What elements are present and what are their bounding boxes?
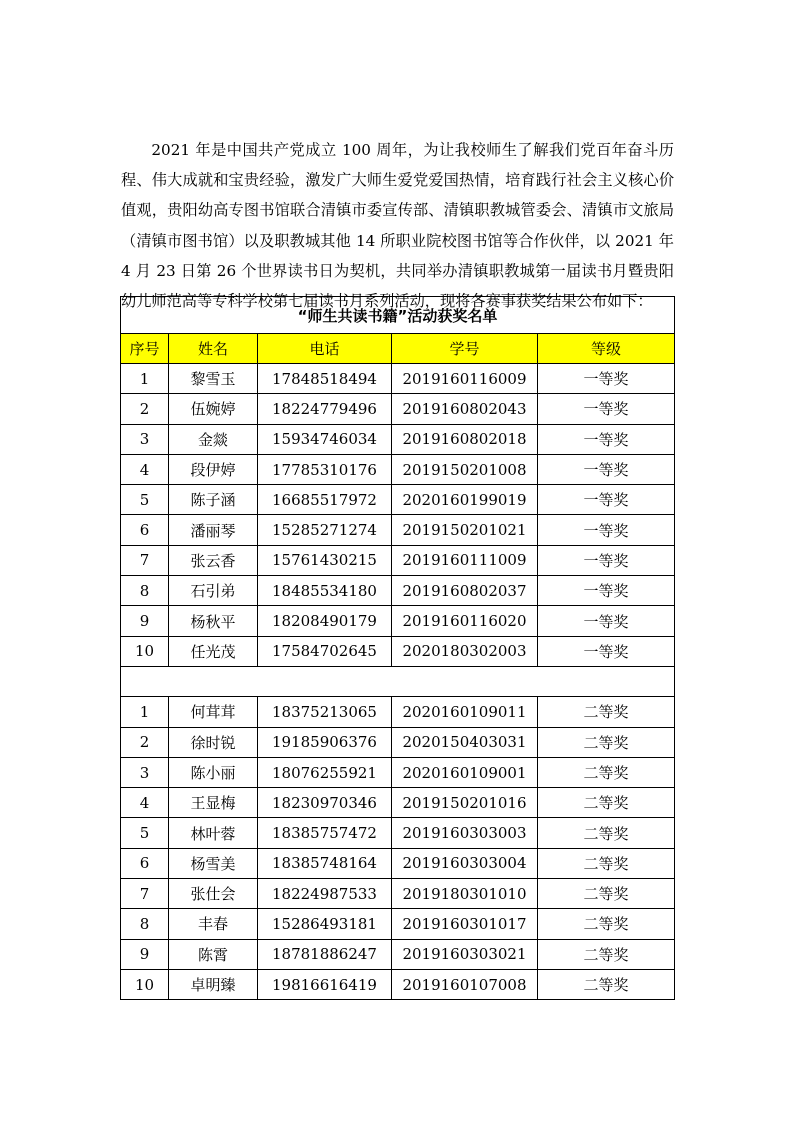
cell-phone: 18375213065: [258, 697, 392, 727]
cell-student-id: 2019150201008: [392, 454, 538, 484]
table-row: [121, 909, 675, 939]
cell-phone: 18076255921: [258, 757, 392, 787]
cell-phone: 18781886247: [258, 939, 392, 969]
cell-phone: 18485534180: [258, 576, 392, 606]
table-row: [121, 576, 675, 606]
cell-student-id: 2020160109001: [392, 757, 538, 787]
header-no: 序号: [121, 334, 169, 364]
cell-name: 张云香: [169, 545, 258, 575]
cell-phone: 17584702645: [258, 636, 392, 666]
cell-no: 8: [121, 576, 169, 606]
section-spacer: [121, 666, 675, 696]
cell-name: 陈霄: [169, 939, 258, 969]
spacer-row: [121, 666, 675, 696]
table-header-row: [121, 334, 675, 364]
header-phone: 电话: [258, 334, 392, 364]
table-row: [121, 939, 675, 969]
cell-name: 杨秋平: [169, 606, 258, 636]
cell-student-id: 2019160116009: [392, 364, 538, 394]
cell-student-id: 2019160107008: [392, 969, 538, 999]
cell-name: 王显梅: [169, 788, 258, 818]
table-row: [121, 515, 675, 545]
cell-no: 10: [121, 636, 169, 666]
cell-no: 2: [121, 394, 169, 424]
cell-no: 5: [121, 818, 169, 848]
cell-student-id: 2020150403031: [392, 727, 538, 757]
cell-name: 卓明臻: [169, 969, 258, 999]
cell-level: 二等奖: [538, 727, 675, 757]
cell-level: 一等奖: [538, 606, 675, 636]
cell-phone: 18230970346: [258, 788, 392, 818]
header-student-id: 学号: [392, 334, 538, 364]
table-row: [121, 727, 675, 757]
cell-phone: 15761430215: [258, 545, 392, 575]
cell-phone: 15934746034: [258, 424, 392, 454]
cell-student-id: 2019160303004: [392, 848, 538, 878]
cell-no: 4: [121, 454, 169, 484]
cell-name: 陈小丽: [169, 757, 258, 787]
cell-student-id: 2019180301010: [392, 879, 538, 909]
cell-student-id: 2019160303003: [392, 818, 538, 848]
cell-level: 二等奖: [538, 818, 675, 848]
table-row: [121, 364, 675, 394]
cell-name: 伍婉婷: [169, 394, 258, 424]
cell-level: 二等奖: [538, 788, 675, 818]
cell-level: 一等奖: [538, 576, 675, 606]
cell-name: 段伊婷: [169, 454, 258, 484]
cell-name: 陈子涵: [169, 485, 258, 515]
header-level: 等级: [538, 334, 675, 364]
cell-level: 一等奖: [538, 364, 675, 394]
cell-level: 一等奖: [538, 485, 675, 515]
cell-level: 二等奖: [538, 969, 675, 999]
cell-phone: 15285271274: [258, 515, 392, 545]
cell-student-id: 2019160303021: [392, 939, 538, 969]
cell-phone: 17785310176: [258, 454, 392, 484]
cell-name: 杨雪美: [169, 848, 258, 878]
cell-phone: 18385748164: [258, 848, 392, 878]
spacer-cell: [121, 666, 675, 696]
cell-no: 1: [121, 364, 169, 394]
cell-no: 8: [121, 909, 169, 939]
table-row: [121, 394, 675, 424]
table-row: [121, 969, 675, 999]
table-row: [121, 697, 675, 727]
intro-paragraph: 2021 年是中国共产党成立 100 周年，为让我校师生了解我们党百年奋斗历程、伟大成就和宝贵经验，激发广大师生爱党爱国热情，培育践行社会主义核心价值观，贵阳幼高专图书馆联合清镇市委宣传部、清镇职教城管委会、清镇市文旅局（清镇市图书馆）以及职教城其他 14 所职业院校图书馆等合作伙伴，以 2021 年 4 月 23 日第 26 个世界读书日为契机，共同举办清镇职教城第一届读书月暨贵阳幼儿师范高等专科学校第七届读书月系列活动，现将各赛事获奖结果公布如下：: [121, 141, 674, 311]
cell-name: 何茸茸: [169, 697, 258, 727]
cell-level: 二等奖: [538, 939, 675, 969]
cell-level: 二等奖: [538, 848, 675, 878]
cell-student-id: 2019150201016: [392, 788, 538, 818]
cell-phone: 18224779496: [258, 394, 392, 424]
table-row: [121, 788, 675, 818]
cell-phone: 18208490179: [258, 606, 392, 636]
cell-student-id: 2019160802018: [392, 424, 538, 454]
cell-no: 6: [121, 515, 169, 545]
second-prize-rows: [121, 697, 675, 1000]
cell-level: 一等奖: [538, 515, 675, 545]
cell-student-id: 2019160111009: [392, 545, 538, 575]
cell-name: 任光茂: [169, 636, 258, 666]
cell-phone: 16685517972: [258, 485, 392, 515]
cell-no: 9: [121, 939, 169, 969]
table-row: [121, 424, 675, 454]
cell-name: 石引弟: [169, 576, 258, 606]
cell-level: 一等奖: [538, 394, 675, 424]
first-prize-rows: [121, 364, 675, 667]
table-row: [121, 485, 675, 515]
cell-level: 一等奖: [538, 636, 675, 666]
cell-student-id: 2020160199019: [392, 485, 538, 515]
cell-no: 7: [121, 545, 169, 575]
cell-no: 3: [121, 757, 169, 787]
cell-no: 3: [121, 424, 169, 454]
table-row: [121, 848, 675, 878]
header-name: 姓名: [169, 334, 258, 364]
cell-student-id: 2019150201021: [392, 515, 538, 545]
cell-level: 二等奖: [538, 697, 675, 727]
cell-name: 张仕会: [169, 879, 258, 909]
table-row: [121, 757, 675, 787]
cell-level: 二等奖: [538, 909, 675, 939]
cell-student-id: 2019160116020: [392, 606, 538, 636]
table-row: [121, 879, 675, 909]
cell-name: 丰春: [169, 909, 258, 939]
table-row: [121, 818, 675, 848]
cell-no: 2: [121, 727, 169, 757]
cell-student-id: 2019160802043: [392, 394, 538, 424]
award-list-table: [120, 296, 675, 1000]
cell-phone: 19816616419: [258, 969, 392, 999]
cell-name: 徐时锐: [169, 727, 258, 757]
cell-no: 5: [121, 485, 169, 515]
cell-student-id: 2020160109011: [392, 697, 538, 727]
cell-phone: 19185906376: [258, 727, 392, 757]
table-title: “师生共读书籍”活动获奖名单: [121, 297, 675, 334]
cell-name: 金燚: [169, 424, 258, 454]
cell-no: 4: [121, 788, 169, 818]
table-row: [121, 545, 675, 575]
cell-phone: 18385757472: [258, 818, 392, 848]
cell-level: 一等奖: [538, 454, 675, 484]
cell-no: 7: [121, 879, 169, 909]
cell-level: 二等奖: [538, 757, 675, 787]
table-row: [121, 454, 675, 484]
cell-phone: 18224987533: [258, 879, 392, 909]
cell-student-id: 2019160802037: [392, 576, 538, 606]
table-row: [121, 606, 675, 636]
cell-level: 一等奖: [538, 424, 675, 454]
cell-no: 10: [121, 969, 169, 999]
cell-phone: 15286493181: [258, 909, 392, 939]
cell-level: 二等奖: [538, 879, 675, 909]
cell-student-id: 2019160301017: [392, 909, 538, 939]
cell-student-id: 2020180302003: [392, 636, 538, 666]
cell-level: 一等奖: [538, 545, 675, 575]
cell-name: 黎雪玉: [169, 364, 258, 394]
cell-no: 6: [121, 848, 169, 878]
table-row: [121, 636, 675, 666]
cell-phone: 17848518494: [258, 364, 392, 394]
cell-name: 林叶蓉: [169, 818, 258, 848]
cell-no: 9: [121, 606, 169, 636]
cell-name: 潘丽琴: [169, 515, 258, 545]
cell-no: 1: [121, 697, 169, 727]
